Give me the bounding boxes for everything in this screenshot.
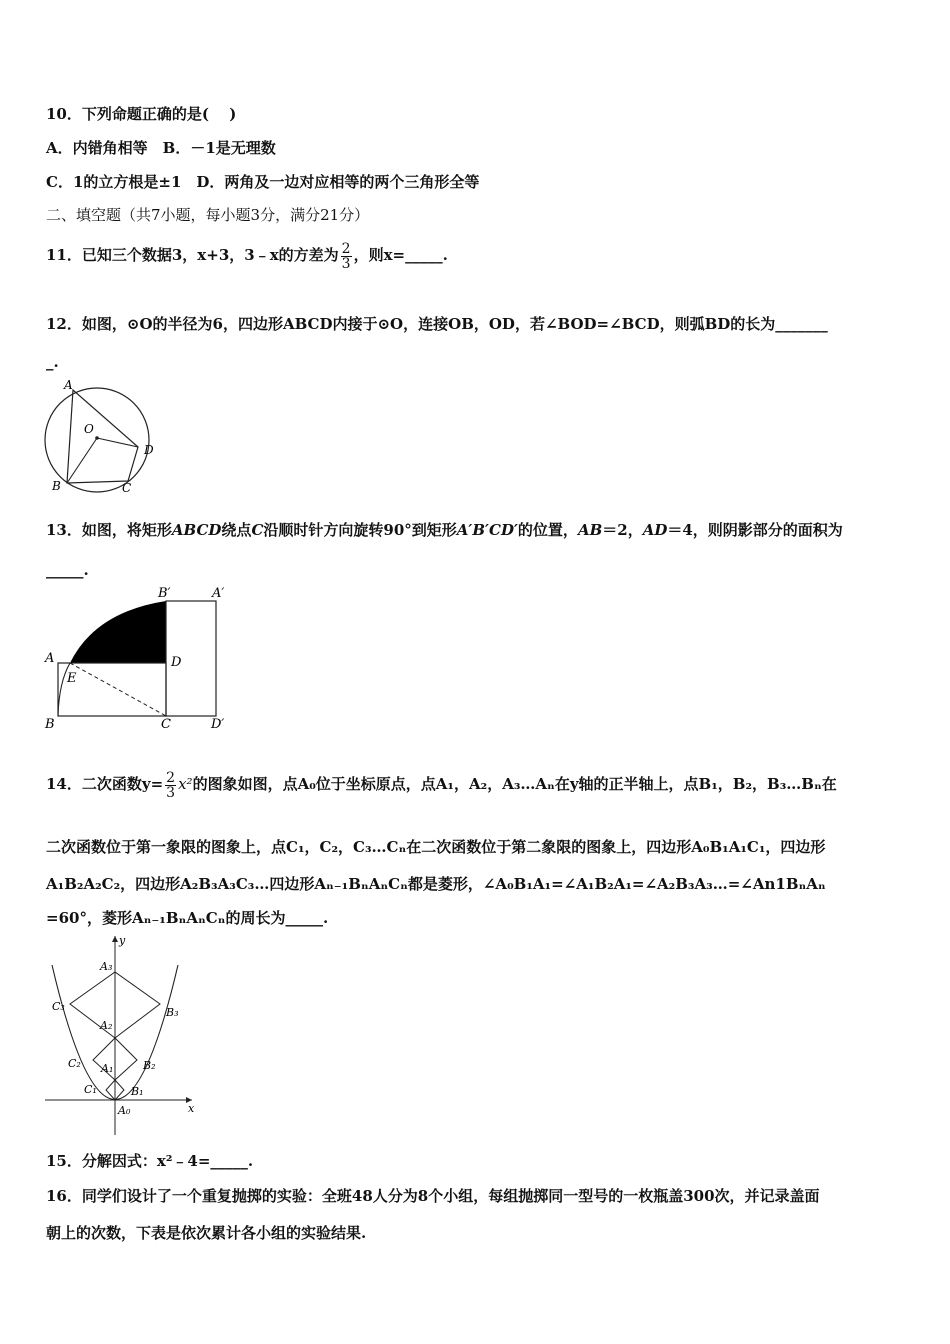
label-c: C — [122, 481, 132, 495]
label-a0: A₀ — [118, 1104, 131, 1117]
q10-stem: 10．下列命题正确的是( ) — [46, 105, 237, 123]
q13-rectangle-figure — [40, 582, 240, 732]
label-a2: A₂ — [100, 1019, 113, 1032]
q10-options-ab: A．内错角相等 B．－1是无理数 — [46, 139, 276, 157]
q12-line1: 12．如图，⊙O的半径为6，四边形ABCD内接于⊙O，连接OB，OD，若∠BOD=∠BCD，则弧BD的长为_______ — [46, 315, 828, 333]
circle-o — [45, 388, 149, 492]
section2-heading: 二、填空题（共7小题，每小题3分，满分21分） — [46, 206, 370, 224]
q12-circle-figure — [40, 375, 165, 495]
label-b1: B₁ — [131, 1085, 144, 1098]
label-c: C — [161, 717, 171, 732]
label-c2: C₂ — [68, 1057, 81, 1070]
q10-options-cd: C．1的立方根是±1 D．两角及一边对应相等的两个三角形全等 — [46, 173, 480, 191]
dashed-line-ec — [70, 663, 166, 716]
q11-line — [46, 240, 448, 271]
center-point-o — [95, 436, 99, 440]
label-a: A — [64, 378, 73, 392]
label-b-prime: B′ — [158, 586, 171, 601]
label-b2: B₂ — [143, 1059, 156, 1072]
quadrilateral-abcd — [67, 390, 138, 483]
label-x: x — [188, 1102, 195, 1115]
q13-line1: 13．如图，将矩形ABCD绕点C沿顺时针方向旋转90°到矩形A′B′CD′的位置，AB＝2，AD＝4，则阴影部分的面积为 — [46, 521, 843, 539]
label-a: A — [45, 651, 55, 666]
label-d: D — [171, 655, 182, 670]
q11-pre: 11．已知三个数据3，x+3，3﹣x的方差为 — [46, 246, 339, 264]
label-e: E — [67, 671, 77, 686]
q11-post: ，则x=_____. — [353, 246, 448, 264]
q14-fraction: $\frac{2}{3}$ — [166, 769, 176, 801]
q14-line2: 二次函数位于第一象限的图象上，点C₁，C₂，C₃…Cₙ在二次函数位于第二象限的图象上，四边形A₀B₁A₁C₁，四边形 — [46, 838, 826, 856]
shaded-region — [70, 601, 166, 663]
label-b: B — [52, 479, 61, 493]
label-a1: A₁ — [101, 1062, 114, 1075]
label-d-prime: D′ — [211, 717, 225, 732]
q14-parabola-figure — [40, 932, 200, 1137]
q15-line: 15．分解因式：x²﹣4=_____. — [46, 1152, 254, 1170]
q13-line2: _____. — [46, 561, 89, 579]
label-y: y — [119, 934, 126, 947]
q11-fraction: $\frac{2}{3}$ — [341, 240, 351, 272]
y-axis-arrow — [112, 936, 118, 942]
label-b3: B₃ — [166, 1006, 179, 1019]
q14-line1: 14．二次函数y= $\frac{2}{3}$ x²的图象如图，点A₀位于坐标原点，点A₁，A₂，A₃…Aₙ在y轴的正半轴上，点B₁，B₂，B₃…Bₙ在 — [46, 769, 837, 801]
segment-ob — [67, 438, 97, 483]
segment-od — [97, 438, 138, 447]
q16-line2: 朝上的次数，下表是依次累计各小组的实验结果. — [46, 1224, 367, 1242]
label-a-prime: A′ — [212, 586, 225, 601]
label-b: B — [45, 717, 55, 732]
label-a3: A₃ — [100, 960, 113, 973]
q12-line2: _. — [46, 353, 59, 371]
label-c3: C₃ — [52, 1000, 65, 1013]
q16-line1: 16．同学们设计了一个重复抛掷的实验：全班48人分为8个小组，每组抛掷同一型号的一枚瓶盖300次，并记录盖面 — [46, 1187, 820, 1205]
label-d: D — [144, 443, 154, 457]
q14-line3: A₁B₂A₂C₂，四边形A₂B₃A₃C₃…四边形Aₙ₋₁BₙAₙCₙ都是菱形，∠A₀B₁A₁=∠A₁B₂A₁=∠A₂B₃A₃…=∠An1BₙAₙ — [46, 875, 826, 893]
label-o: O — [84, 422, 94, 436]
label-c1: C₁ — [84, 1083, 97, 1096]
q14-line4: =60°，菱形Aₙ₋₁BₙAₙCₙ的周长为_____. — [46, 909, 329, 927]
